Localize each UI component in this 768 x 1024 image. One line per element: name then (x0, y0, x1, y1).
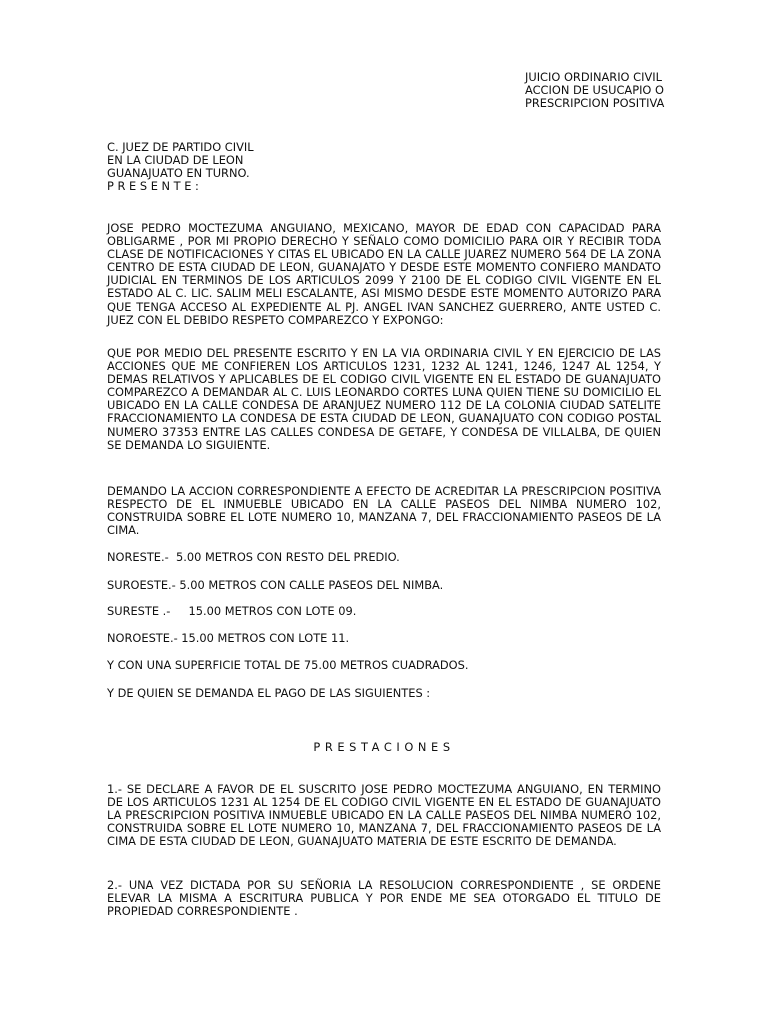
boundary-suroeste: SUROESTE.- 5.00 METROS CON CALLE PASEOS DEL NIMBA. (107, 578, 444, 592)
header-line-2: ACCION DE USUCAPIO O (525, 83, 664, 98)
boundary-sureste: SURESTE .- 15.00 METROS CON LOTE 09. (107, 604, 357, 618)
payment-demand-line: Y DE QUIEN SE DEMANDA EL PAGO DE LAS SIGUIENTES : (107, 686, 431, 700)
boundary-noreste: NORESTE.- 5.00 METROS CON RESTO DEL PREDIO. (107, 550, 400, 564)
header-line-1: JUICIO ORDINARIO CIVIL (525, 70, 662, 84)
header-line-3: PRESCRIPCION POSITIVA (525, 96, 665, 111)
intro-paragraph: JOSE PEDRO MOCTEZUMA ANGUIANO, MEXICANO, MAYOR DE EDAD CON CAPACIDAD PARA OBLIGARME , POR MI PROPIO DERECHO Y SEÑALO COMO DOMICILIO PARA OIR Y RECIBIR TODA CLASE DE NOTIFICACIONES Y CITAS EL UBICADO EN LA CALLE JUAREZ NUMERO 564 DE LA ZONA CENTRO DE ESTA CIUDAD DE LEON, GUANAJATO Y DESDE ESTE MOMENTO CONFIERO MANDATO JUDICIAL EN TERMINOS DE LOS ARTICULOS 2099 Y 2100 DE EL CODIGO CIVIL VIGENTE EN EL ESTADO AL C. LIC. SALIM MELI ESCALANTE, ASI MISMO DESDE ESTE MOMENTO AUTORIZO PARA QUE TENGA ACCESO AL EXPEDIENTE AL PJ. ANGEL IVAN SANCHEZ GUERRERO, ANTE USTED C. JUEZ CON EL DEBIDO RESPETO COMPAREZCO Y EXPONGO: (107, 221, 661, 327)
prestacion-1: 1.- SE DECLARE A FAVOR DE EL SUSCRITO JOSE PEDRO MOCTEZUMA ANGUIANO, EN TERMINO DE LOS ARTICULOS 1231 AL 1254 DE EL CODIGO CIVIL VIGENTE EN EL ESTADO DE GUANAJUATO LA PRESCRIPCION POSITIVA INMUEBLE UBICADO EN LA CALLE PASEOS DEL NIMBA NUMERO 102, CONSTRUIDA SOBRE EL LOTE NUMERO 10, MANZANA 7, DEL FRACCIONAMIENTO PASEOS DE LA CIMA DE ESTA CIUDAD DE LEON, GUANAJUATO MATERIA DE ESTE ESCRITO DE DEMANDA. (107, 782, 661, 849)
boundary-noroeste: NOROESTE.- 15.00 METROS CON LOTE 11. (107, 631, 350, 645)
addressee-line-3: GUANAJUATO EN TURNO. (107, 166, 250, 181)
prestaciones-title: PRESTACIONES (313, 740, 455, 754)
prestacion-2: 2.- UNA VEZ DICTADA POR SU SEÑORIA LA RESOLUCION CORRESPONDIENTE , SE ORDENE ELEVAR LA MISMA A ESCRITURA PUBLICA Y POR ENDE ME SEA OTORGADO EL TITULO DE PROPIEDAD CORRESPONDIENTE . (107, 878, 661, 919)
case-type-header (525, 71, 725, 110)
addressee-line-2: EN LA CIUDAD DE LEON (107, 153, 244, 168)
demand-paragraph: QUE POR MEDIO DEL PRESENTE ESCRITO Y EN LA VIA ORDINARIA CIVIL Y EN EJERCICIO DE LAS ACCIONES QUE ME CONFIEREN LOS ARTICULOS 1231, 1232 AL 1241, 1246, 1247 AL 1254, Y DEMAS RELATIVOS Y APLICABLES DE EL CODIGO CIVIL VIGENTE EN EL ESTADO DE GUANAJUATO COMPAREZCO A DEMANDAR AL C. LUIS LEONARDO CORTES LUNA QUIEN TIENE SU DOMICILIO EL UBICADO EN LA CALLE CONDESA DE ARANJUEZ NUMERO 112 DE LA COLONIA CIUDAD SATELITE FRACCIONAMIENTO LA CONDESA DE ESTA CIUDAD DE LEON, GUANAJUATO CON CODIGO POSTAL NUMERO 37353 ENTRE LAS CALLES CONDESA DE GETAFE, Y CONDESA DE VILLALBA, DE QUIEN SE DEMANDA LO SIGUIENTE. (107, 346, 661, 452)
action-paragraph: DEMANDO LA ACCION CORRESPONDIENTE A EFECTO DE ACREDITAR LA PRESCRIPCION POSITIVA RESPECTO DE EL INMUEBLE UBICADO EN LA CALLE PASEOS DEL NIMBA NUMERO 102, CONSTRUIDA SOBRE EL LOTE NUMERO 10, MANZANA 7, DEL FRACCIONAMIENTO PASEOS DE LA CIMA. (107, 484, 661, 538)
addressee-presente: P R E S E N T E : (107, 179, 199, 194)
total-surface: Y CON UNA SUPERFICIE TOTAL DE 75.00 METROS CUADRADOS. (107, 658, 469, 672)
addressee-line-1: C. JUEZ DE PARTIDO CIVIL (107, 140, 254, 154)
addressee-block (107, 141, 407, 193)
